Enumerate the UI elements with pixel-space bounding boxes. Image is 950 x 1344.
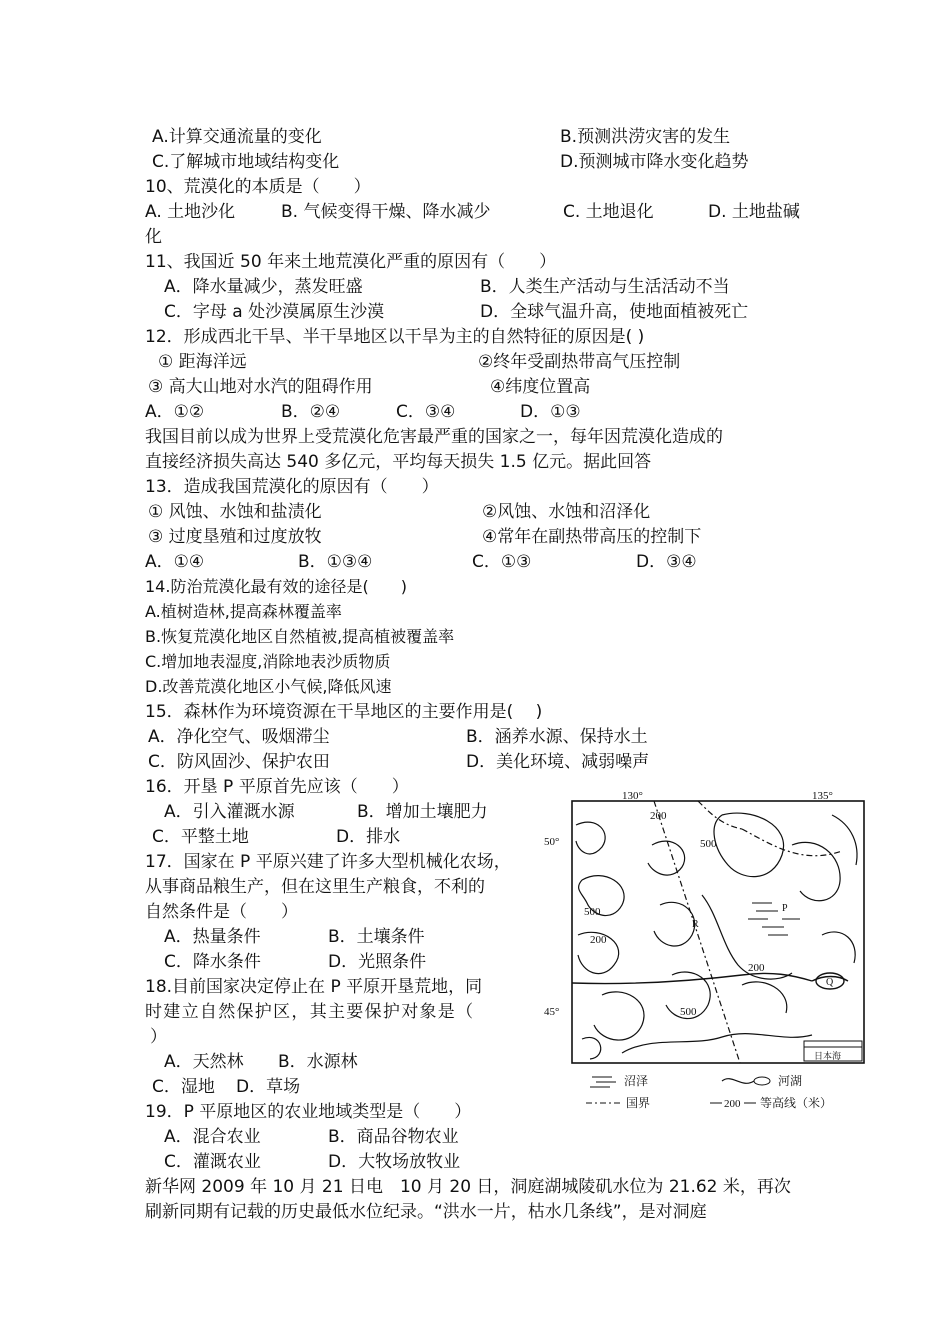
q9-option-a: A.计算交通流量的变化 bbox=[152, 127, 322, 147]
q19-option-d: D．大牧场放牧业 bbox=[328, 1152, 461, 1172]
q10-option-d: D. 土地盐碱 bbox=[708, 202, 800, 222]
legend-swamp: 沼泽 bbox=[624, 1074, 649, 1088]
q15-option-b: B．涵养水源、保持水土 bbox=[466, 727, 648, 747]
map-legend bbox=[586, 1073, 832, 1110]
legend-border: 国界 bbox=[626, 1096, 651, 1110]
map-contour-500c: 500 bbox=[680, 1006, 697, 1018]
q19-stem: 19．P 平原地区的农业地域类型是（ ） bbox=[145, 1102, 472, 1122]
q11-option-c: C．字母 a 处沙漠属原生沙漠 bbox=[164, 302, 385, 322]
q17-option-c: C．降水条件 bbox=[164, 952, 261, 972]
q17-line1: 17．国家在 P 平原兴建了许多大型机械化农场， bbox=[145, 852, 511, 872]
legend-contour-value: 200 bbox=[724, 1098, 741, 1110]
q10-option-d-cont: 化 bbox=[145, 227, 162, 247]
q13-item-2: ②风蚀、水蚀和沼泽化 bbox=[482, 502, 651, 522]
q13-option-b: B．①③④ bbox=[298, 552, 373, 572]
q13-option-a: A．①④ bbox=[145, 552, 205, 572]
q14-option-a: A.植树造林,提高森林覆盖率 bbox=[145, 602, 342, 621]
q14-option-c: C.增加地表湿度,消除地表沙质物质 bbox=[145, 652, 391, 671]
passage2-line2: 刷新同期有记载的历史最低水位纪录。“洪水一片，枯水几条线”，是对洞庭 bbox=[145, 1202, 707, 1222]
q12-option-c: C．③④ bbox=[396, 402, 456, 422]
q17-option-b: B．土壤条件 bbox=[328, 927, 425, 947]
topographic-map bbox=[542, 785, 872, 1115]
map-swamp-marks bbox=[748, 903, 800, 935]
q17-option-a: A．热量条件 bbox=[164, 927, 261, 947]
q17-option-d: D．光照条件 bbox=[328, 952, 427, 972]
q14-option-b: B.恢复荒漠化地区自然植被,提高植被覆盖率 bbox=[145, 627, 455, 646]
map-label-sea: 日本海 bbox=[814, 1051, 842, 1061]
q12-item-4: ④纬度位置高 bbox=[490, 377, 591, 397]
q12-stem: 12．形成西北干旱、半干旱地区以干旱为主的自然特征的原因是( ) bbox=[145, 327, 645, 347]
q11-option-d: D．全球气温升高，使地面植被死亡 bbox=[480, 302, 749, 322]
q9-option-d: D.预测城市降水变化趋势 bbox=[560, 152, 749, 172]
q16-option-d: D．排水 bbox=[336, 827, 401, 847]
q13-item-4: ④常年在副热带高压的控制下 bbox=[482, 527, 702, 547]
map-contour-500b: 500 bbox=[584, 906, 601, 918]
q11-option-b: B．人类生产活动与生活活动不当 bbox=[480, 277, 730, 297]
map-contour-200b: 200 bbox=[590, 934, 607, 946]
map-label-p: P bbox=[782, 903, 788, 914]
map-contour-200a: 200 bbox=[650, 810, 667, 822]
q18-option-c: C．湿地 bbox=[152, 1077, 215, 1097]
map-lon-135: 135° bbox=[812, 790, 833, 802]
q11-option-a: A．降水量减少，蒸发旺盛 bbox=[164, 277, 363, 297]
q18-option-d: D．草场 bbox=[236, 1077, 301, 1097]
q16-stem: 16．开垦 P 平原首先应该（ ） bbox=[145, 777, 409, 797]
q13-item-3: ③ 过度垦殖和过度放牧 bbox=[148, 527, 322, 547]
q16-option-a: A．引入灌溉水源 bbox=[164, 802, 295, 822]
legend-river: 河湖 bbox=[778, 1074, 803, 1088]
q10-stem: 10、荒漠化的本质是（ ） bbox=[145, 177, 371, 197]
q13-option-d: D．③④ bbox=[636, 552, 697, 572]
map-frame bbox=[572, 801, 864, 1063]
q16-option-b: B．增加土壤肥力 bbox=[357, 802, 488, 822]
q18-option-a: A．天然林 bbox=[164, 1052, 244, 1072]
map-border bbox=[654, 801, 842, 1063]
q18-line3: ） bbox=[150, 1027, 167, 1047]
q15-option-d: D．美化环境、减弱噪声 bbox=[466, 752, 650, 772]
q15-option-a: A．净化空气、吸烟滞尘 bbox=[148, 727, 330, 747]
q19-option-b: B．商品谷物农业 bbox=[328, 1127, 459, 1147]
map-label-r: R bbox=[692, 919, 699, 930]
passage2-line1: 新华网 2009 年 10 月 21 日电 10 月 20 日，洞庭湖城陵矶水位为 21.62 米，再次 bbox=[145, 1177, 791, 1197]
q19-option-a: A．混合农业 bbox=[164, 1127, 261, 1147]
q16-option-c: C．平整土地 bbox=[152, 827, 249, 847]
q12-option-d: D．①③ bbox=[520, 402, 581, 422]
q14-option-d: D.改善荒漠化地区小气候,降低风速 bbox=[145, 677, 392, 696]
q9-option-c: C.了解城市地域结构变化 bbox=[152, 152, 340, 172]
map-lon-130: 130° bbox=[622, 790, 643, 802]
q9-option-b: B.预测洪涝灾害的发生 bbox=[560, 127, 731, 147]
map-contour-500a: 500 bbox=[700, 838, 717, 850]
map-label-q: Q bbox=[826, 977, 834, 988]
q15-option-c: C．防风固沙、保护农田 bbox=[148, 752, 330, 772]
map-lat-50: 50° bbox=[544, 836, 560, 848]
q10-option-c: C. 土地退化 bbox=[563, 202, 654, 222]
map-contour-200c: 200 bbox=[748, 962, 765, 974]
q13-stem: 13．造成我国荒漠化的原因有（ ） bbox=[145, 477, 439, 497]
q12-option-b: B．②④ bbox=[281, 402, 341, 422]
q12-item-2: ②终年受副热带高气压控制 bbox=[478, 352, 681, 372]
q15-stem: 15．森林作为环境资源在干旱地区的主要作用是( ) bbox=[145, 702, 543, 722]
q17-line2: 从事商品粮生产，但在这里生产粮食，不利的 bbox=[145, 877, 485, 897]
q12-option-a: A．①② bbox=[145, 402, 205, 422]
passage1-line1: 我国目前以成为世界上受荒漠化危害最严重的国家之一，每年因荒漠化造成的 bbox=[145, 427, 723, 447]
q18-option-b: B．水源林 bbox=[278, 1052, 358, 1072]
passage1-line2: 直接经济损失高达 540 多亿元，平均每天损失 1.5 亿元。据此回答 bbox=[145, 452, 652, 472]
q11-stem: 11、我国近 50 年来土地荒漠化严重的原因有（ ） bbox=[145, 252, 557, 272]
q19-option-c: C．灌溉农业 bbox=[164, 1152, 261, 1172]
map-rivers bbox=[572, 973, 848, 989]
map-contours bbox=[576, 813, 857, 1059]
q18-line2: 时建立自然保护区，其主要保护对象是（ bbox=[145, 1002, 475, 1022]
q14-stem: 14.防治荒漠化最有效的途径是( ) bbox=[145, 577, 407, 596]
q12-item-1: ① 距海洋远 bbox=[158, 352, 247, 372]
q10-option-b: B. 气候变得干燥、降水减少 bbox=[281, 202, 491, 222]
q13-item-1: ① 风蚀、水蚀和盐渍化 bbox=[148, 502, 322, 522]
q12-item-3: ③ 高大山地对水汽的阻碍作用 bbox=[148, 377, 373, 397]
legend-contour: 等高线（米） bbox=[760, 1096, 833, 1110]
map-lat-45: 45° bbox=[544, 1006, 560, 1018]
q10-option-a: A. 土地沙化 bbox=[145, 202, 236, 222]
q17-line3: 自然条件是（ ） bbox=[145, 902, 298, 922]
q18-line1: 18.目前国家决定停止在 P 平原开垦荒地，同 bbox=[145, 977, 483, 997]
q13-option-c: C．①③ bbox=[472, 552, 532, 572]
